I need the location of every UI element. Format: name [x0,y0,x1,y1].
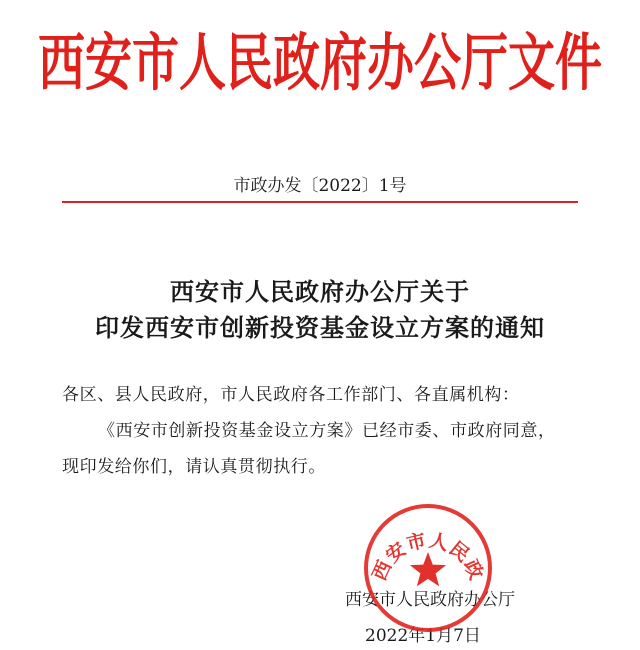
red-divider-line [62,201,578,203]
svg-text:西安市人民政: 西安市人民政 [368,529,488,584]
document-masthead: 西安市人民政府办公厅文件 [38,27,602,100]
recipients-line: 各区、县人民政府，市人民政府各工作部门、各直属机构： [62,385,520,405]
document-title-line-1: 西安市人民政府办公厅关于 [170,277,470,306]
official-seal-stamp [360,500,496,636]
body-paragraph-line-2: 现印发给你们，请认真贯彻执行。 [62,457,326,477]
star-icon [410,552,446,586]
document-number: 市政办发〔2022〕1号 [233,176,407,196]
issue-date: 2022年1月7日 [365,626,481,646]
issuer-name: 西安市人民政府办公厅 [345,590,515,610]
body-paragraph-line-1: 《西安市创新投资基金设立方案》已经市委、市政府同意， [98,421,556,441]
document-title-line-2: 印发西安市创新投资基金设立方案的通知 [95,313,545,342]
